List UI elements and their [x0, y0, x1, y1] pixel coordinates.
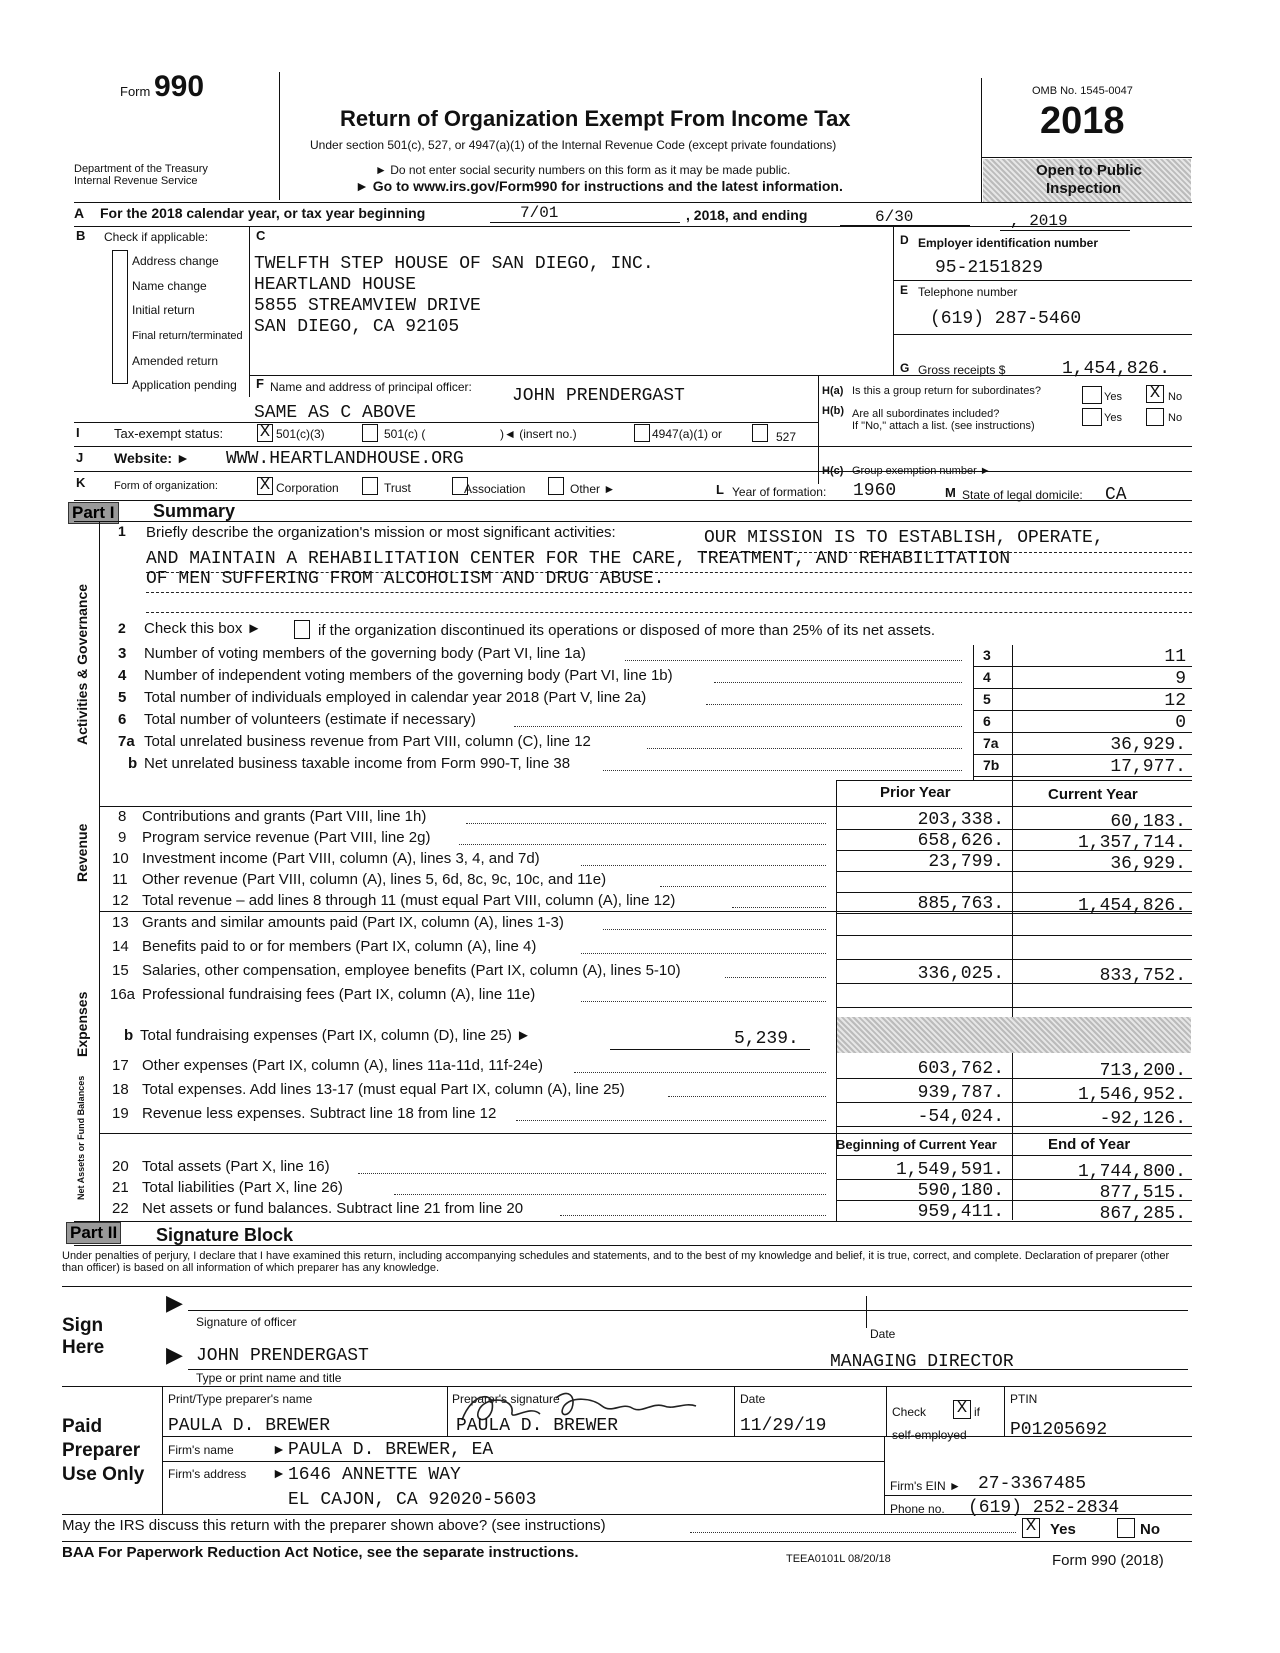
line-leader [732, 907, 826, 908]
preparer-sig-print: PAULA D. BREWER [456, 1416, 619, 1436]
line-a-mid: , 2018, and ending [686, 207, 808, 223]
line1-text: Briefly describe the organization's mission or most significant activities: [146, 524, 616, 541]
line2-text-b: if the organization discontinued its operations or disposed of more than 25% of its net assets. [318, 622, 936, 639]
firm-address-2: EL CAJON, CA 92020-5603 [288, 1490, 537, 1510]
hb-yes[interactable]: Yes [1104, 412, 1122, 424]
prior-year-value: -54,024. [917, 1107, 1004, 1127]
value-rule [836, 850, 1192, 851]
line-text: Total assets (Part X, line 16) [142, 1158, 330, 1175]
line-text: Contributions and grants (Part VIII, line 1h) [142, 808, 427, 825]
line-a-label: A [74, 205, 85, 221]
page-title: Return of Organization Exempt From Income Tax [340, 106, 851, 131]
sign-arrow-2: ▶ [166, 1342, 183, 1367]
discuss-text: May the IRS discuss this return with the preparer shown above? (see instructions) [62, 1517, 606, 1534]
side-revenue: Revenue [74, 823, 90, 882]
paid-label-2: Preparer [62, 1440, 141, 1461]
year-of-formation: 1960 [853, 481, 897, 501]
value-rule [836, 871, 1192, 872]
gov-line-value: 12 [1164, 691, 1186, 711]
line-num: 21 [112, 1179, 129, 1196]
value-rule [836, 1078, 1192, 1079]
mission-line1: OUR MISSION IS TO ESTABLISH, OPERATE, [704, 528, 1104, 548]
gov-line-text: Number of independent voting members of the governing body (Part VI, line 1b) [144, 667, 673, 684]
open-public-1: Open to Public [1036, 162, 1142, 179]
paid-label-3: Use Only [62, 1464, 145, 1485]
prior-year-value: 939,787. [917, 1083, 1004, 1103]
line-leader [581, 865, 826, 866]
paid-label-1: Paid [62, 1416, 103, 1437]
prior-year-value: 336,025. [917, 964, 1004, 984]
prior-year-value: 23,799. [928, 852, 1004, 872]
open-public-2: Inspection [1046, 180, 1122, 197]
line2-text-a: Check this box ► [144, 620, 262, 637]
line-num: 11 [112, 871, 128, 888]
value-rule [836, 1126, 1192, 1127]
gov-line-box: 6 [983, 713, 991, 729]
org-dba: HEARTLAND HOUSE [254, 275, 417, 295]
line-l-label: L [716, 482, 724, 497]
line-num: 16a [110, 986, 136, 1003]
line-leader [581, 953, 826, 954]
prior-year-value: 603,762. [917, 1059, 1004, 1079]
line-leader [459, 844, 826, 845]
opt-501c3: 501(c)(3) [276, 427, 325, 441]
ptin-label: PTIN [1010, 1392, 1038, 1406]
phone-value: (619) 287-5460 [930, 309, 1082, 329]
ha-text: Is this a group return for subordinates? [852, 385, 1041, 397]
line-text: Salaries, other compensation, employee benefits (Part IX, column (A), lines 5-10) [142, 962, 681, 979]
gov-line-box: 4 [983, 669, 991, 685]
preparer-signature-label: Preparer's signature [452, 1392, 560, 1406]
prior-year-value: 885,763. [917, 894, 1004, 914]
line16b-num: b [124, 1027, 134, 1044]
gov-line-leader [714, 682, 962, 683]
hc-text: Group exemption number ► [852, 465, 991, 477]
section-e-label: E [900, 283, 909, 297]
tax-year-end: 6/30 [875, 208, 914, 226]
principal-officer: JOHN PRENDERGAST [512, 386, 685, 406]
value-rule [836, 959, 1192, 960]
section-f-heading: Name and address of principal officer: [270, 380, 472, 394]
col-prior-year: Prior Year [880, 784, 951, 801]
officer-title: MANAGING DIRECTOR [830, 1352, 1014, 1372]
value-rule [836, 1200, 1192, 1201]
hb-label: H(b) [822, 405, 844, 417]
value-rule [836, 913, 1192, 914]
discontinued-checkbox[interactable] [294, 620, 310, 639]
line-leader [560, 1215, 826, 1216]
line-leader [394, 1194, 826, 1195]
side-net-assets: Net Assets or Fund Balances [76, 1075, 86, 1200]
prior-year-value: 590,180. [917, 1181, 1004, 1201]
gov-line-value: 0 [1175, 713, 1186, 733]
value-rule [836, 829, 1192, 830]
line-text: Professional fundraising fees (Part IX, column (A), line 11e) [142, 986, 536, 1003]
form-trust: Trust [384, 481, 411, 495]
line-num: 10 [112, 850, 129, 867]
value-rule [836, 935, 1192, 936]
line-num: 14 [112, 938, 129, 955]
check-label: Check [892, 1405, 927, 1419]
gov-line-box: 7b [983, 757, 1000, 773]
current-year-value: 877,515. [1099, 1183, 1186, 1203]
tax-year-begin: 7/01 [520, 204, 559, 222]
gov-line-text: Total unrelated business revenue from Part VIII, column (C), line 12 [144, 733, 591, 750]
sign-date-label: Date [870, 1327, 896, 1341]
col-begin-year: Beginning of Current Year [836, 1137, 997, 1152]
gov-line-rule [973, 666, 1192, 667]
line-m-label: M [945, 485, 956, 500]
section-d-heading: Employer identification number [918, 236, 1099, 250]
firm-address-1: 1646 ANNETTE WAY [288, 1465, 461, 1485]
col-current-year: Current Year [1048, 786, 1138, 803]
gov-line-rule [973, 754, 1192, 755]
discuss-no[interactable]: No [1140, 1521, 1160, 1538]
corporation-checkbox[interactable]: X [257, 477, 273, 495]
section-g-label: G [900, 361, 910, 375]
line-a-text: For the 2018 calendar year, or tax year beginning [100, 205, 426, 221]
line-num: 15 [112, 962, 129, 979]
opt-501c: 501(c) ( [384, 427, 426, 441]
line-text: Other revenue (Part VIII, column (A), lines 5, 6d, 8c, 9c, 10c, and 11e) [142, 871, 607, 888]
line-leader [516, 1120, 826, 1121]
form-corporation: Corporation [276, 481, 339, 495]
gov-line-leader [647, 748, 962, 749]
opt-527: 527 [776, 430, 797, 444]
mission-line2: AND MAINTAIN A REHABILITATION CENTER FOR THE CARE, TREATMENT, AND REHABILITATION [146, 549, 1011, 569]
line-num: 20 [112, 1158, 129, 1175]
check-initial-return[interactable]: Initial return [132, 303, 195, 317]
side-activities: Activities & Governance [74, 583, 90, 745]
tax-year-end-year: , 2019 [1010, 212, 1068, 230]
line-num: 18 [112, 1081, 129, 1098]
discuss-yes[interactable]: Yes [1050, 1521, 1076, 1538]
gov-line-text: Total number of individuals employed in calendar year 2018 (Part V, line 2a) [144, 689, 647, 706]
prior-year-value: 658,626. [917, 831, 1004, 851]
footer-baa: BAA For Paperwork Reduction Act Notice, see the separate instructions. [62, 1544, 579, 1561]
gov-line-num: 4 [118, 667, 127, 684]
line-leader [466, 823, 826, 824]
current-year-value: 60,183. [1110, 812, 1186, 832]
hb-text: Are all subordinates included? [852, 408, 1000, 420]
gov-line-box: 5 [983, 691, 991, 707]
preparer-date: 11/29/19 [740, 1416, 827, 1436]
line-leader [668, 1096, 826, 1097]
gov-line-leader [625, 660, 962, 661]
section-b-label: B [76, 228, 86, 243]
line-num: 13 [112, 914, 129, 931]
form-word: Form [120, 84, 151, 99]
officer-name-label: Type or print name and title [196, 1371, 342, 1385]
section-d-label: D [900, 233, 909, 247]
current-year-value: 867,285. [1099, 1204, 1186, 1224]
hb-note: If "No," attach a list. (see instructions) [852, 420, 1035, 432]
gov-line-rule [973, 710, 1192, 711]
gov-line-num: 6 [118, 711, 127, 728]
line-text: Grants and similar amounts paid (Part IX, column (A), lines 1-3) [142, 914, 564, 931]
line-num: 9 [118, 829, 127, 846]
line-leader [358, 1173, 826, 1174]
current-year-value: 1,546,952. [1077, 1085, 1186, 1105]
value-rule [836, 1007, 1192, 1008]
line-j-text: Website: ► [114, 450, 190, 466]
firm-phone: (619) 252-2834 [968, 1498, 1120, 1518]
form-subtitle: Under section 501(c), 527, or 4947(a)(1) of the Internal Revenue Code (except private foundations) [310, 138, 837, 152]
omb-number: OMB No. 1545-0047 [1032, 85, 1133, 97]
gov-line-value: 17,977. [1110, 757, 1186, 777]
line-num: 19 [112, 1105, 129, 1122]
notice-ssn: ► Do not enter social security numbers on this form as it may be made public. [375, 163, 791, 177]
firm-address-arrow: ► [272, 1465, 286, 1481]
line16b-text: Total fundraising expenses (Part IX, column (D), line 25) ► [140, 1027, 531, 1044]
form-association: Association [464, 482, 526, 496]
gov-line-value: 11 [1164, 647, 1186, 667]
firm-name: PAULA D. BREWER, EA [288, 1440, 494, 1460]
current-year-value: 833,752. [1099, 966, 1186, 986]
line-text: Total liabilities (Part X, line 26) [142, 1179, 343, 1196]
ha-no-checkbox[interactable]: X [1146, 385, 1164, 403]
gov-line-text: Net unrelated business taxable income from Form 990-T, line 38 [144, 755, 571, 772]
firm-ein: 27-3367485 [978, 1474, 1087, 1494]
current-year-value: 1,357,714. [1077, 833, 1186, 853]
prior-year-value: 1,549,591. [895, 1160, 1004, 1180]
check-final-return[interactable]: Final return/terminated [132, 330, 243, 342]
check-name-change[interactable]: Name change [132, 279, 207, 293]
gov-line-num: 5 [118, 689, 127, 706]
opt-4947: 4947(a)(1) or [652, 427, 723, 441]
current-year-value: 1,454,826. [1077, 896, 1186, 916]
sign-here-2: Here [62, 1337, 105, 1358]
ha-yes[interactable]: Yes [1104, 391, 1122, 403]
line-j-label: J [76, 450, 84, 465]
firm-address-label: Firm's address [168, 1467, 247, 1481]
discuss-no-checkbox[interactable] [1117, 1518, 1135, 1538]
section-f-label: F [256, 376, 264, 391]
section-b-heading: Check if applicable: [104, 230, 209, 244]
value-rule [836, 892, 1192, 893]
firm-name-label: Firm's name [168, 1443, 234, 1457]
line-k-label: K [76, 475, 86, 490]
part1-label: Part I [68, 502, 119, 524]
line1-num: 1 [118, 523, 126, 539]
org-city: SAN DIEGO, CA 92105 [254, 317, 460, 337]
line-i-label: I [76, 425, 80, 440]
part1-title: Summary [153, 501, 236, 521]
footer-form: Form 990 (2018) [1052, 1552, 1164, 1569]
side-expenses: Expenses [74, 991, 90, 1057]
notice-website: ► Go to www.irs.gov/Form990 for instructions and the latest information. [355, 178, 843, 194]
line-text: Revenue less expenses. Subtract line 18 from line 12 [142, 1105, 497, 1122]
preparer-date-label: Date [740, 1392, 766, 1406]
line-leader [574, 1072, 826, 1073]
gov-line-rule [973, 776, 1192, 777]
current-year-value: 36,929. [1110, 854, 1186, 874]
gov-line-box: 3 [983, 647, 991, 663]
check-amended-return[interactable]: Amended return [132, 354, 219, 368]
current-year-value: 713,200. [1099, 1061, 1186, 1081]
current-year-value: 1,744,800. [1077, 1162, 1186, 1182]
line-text: Other expenses (Part IX, column (A), lines 11a-11d, 11f-24e) [142, 1057, 544, 1074]
gov-line-value: 9 [1175, 669, 1186, 689]
part2-title: Signature Block [156, 1225, 294, 1245]
gov-line-leader [514, 726, 962, 727]
org-address: 5855 STREAMVIEW DRIVE [254, 296, 481, 316]
form-number: 990 [154, 70, 205, 103]
line-text: Total expenses. Add lines 13-17 (must equal Part IX, column (A), line 25) [142, 1081, 625, 1098]
ein-value: 95-2151829 [935, 258, 1044, 278]
gov-line-leader [603, 770, 962, 771]
ha-label: H(a) [822, 385, 844, 397]
gov-line-num: b [128, 755, 138, 772]
501c3-checkbox[interactable]: X [257, 424, 273, 442]
self-employed-label: self-employed [892, 1428, 967, 1442]
line-num: 22 [112, 1200, 129, 1217]
dept-line2: Internal Revenue Service [74, 175, 198, 187]
line2-num: 2 [118, 620, 126, 636]
officer-signature-label: Signature of officer [196, 1315, 297, 1329]
gov-line-num: 7a [118, 733, 135, 750]
gov-line-rule [973, 688, 1192, 689]
line-text: Investment income (Part VIII, column (A), lines 3, 4, and 7d) [142, 850, 540, 867]
state-domicile: CA [1105, 485, 1127, 505]
gov-line-num: 3 [118, 645, 127, 662]
sign-here-1: Sign [62, 1315, 104, 1336]
line-m-text: State of legal domicile: [962, 488, 1083, 502]
line-leader [660, 886, 826, 887]
ha-no[interactable]: No [1168, 391, 1183, 403]
line-leader [725, 977, 826, 978]
preparer-name: PAULA D. BREWER [168, 1416, 331, 1436]
gov-line-text: Total number of volunteers (estimate if necessary) [144, 711, 476, 728]
perjury-statement: Under penalties of perjury, I declare that I have examined this return, including accompanying schedules and statements, and to the best of my knowledge and belief, it is true, correct, and complete. Declaration of preparer (other than officer) is based on all information of which preparer has any knowledge. [62, 1250, 1170, 1274]
line-text: Benefits paid to or for members (Part IX, column (A), line 4) [142, 938, 537, 955]
gov-line-box: 7a [983, 735, 999, 751]
section-c-label: C [256, 228, 266, 243]
website-value[interactable]: WWW.HEARTLANDHOUSE.ORG [226, 449, 464, 469]
line-text: Net assets or fund balances. Subtract line 21 from line 20 [142, 1200, 524, 1217]
mission-line3: OF MEN SUFFERING FROM ALCOHOLISM AND DRUG ABUSE. [146, 569, 665, 589]
firm-phone-label: Phone no. [890, 1502, 945, 1516]
line-leader [603, 929, 826, 930]
firm-name-arrow: ► [272, 1441, 286, 1457]
gov-line-text: Number of voting members of the governing body (Part VI, line 1a) [144, 645, 586, 662]
line-num: 17 [112, 1057, 129, 1074]
ptin-value: P01205692 [1010, 1420, 1108, 1440]
org-name: TWELFTH STEP HOUSE OF SAN DIEGO, INC. [254, 254, 654, 274]
gov-line-value: 36,929. [1110, 735, 1186, 755]
firm-ein-label: Firm's EIN ► [890, 1479, 961, 1493]
dept-line1: Department of the Treasury [74, 163, 208, 175]
line-text: Total revenue – add lines 8 through 11 (must equal Part VIII, column (A), line 12) [142, 892, 676, 909]
line-i-text: Tax-exempt status: [114, 426, 224, 441]
form-other: Other ► [570, 482, 616, 496]
section-e-heading: Telephone number [918, 285, 1018, 299]
line-leader [581, 1001, 826, 1002]
check-if: if [974, 1405, 980, 1419]
line16b-value: 5,239. [734, 1029, 799, 1049]
gov-line-rule [973, 732, 1192, 733]
line-k-text: Form of organization: [114, 480, 218, 492]
gross-receipts: 1,454,826. [1062, 359, 1171, 379]
check-address-change[interactable]: Address change [132, 254, 219, 268]
check-application-pending[interactable]: Application pending [132, 378, 237, 392]
line-num: 12 [112, 892, 129, 909]
value-rule [836, 1179, 1192, 1180]
opt-insert-no: )◄ (insert no.) [500, 427, 577, 441]
preparer-name-label: Print/Type preparer's name [168, 1392, 313, 1406]
line-num: 8 [118, 808, 127, 825]
footer-code: TEEA0101L 08/20/18 [786, 1553, 891, 1565]
value-rule [836, 1102, 1192, 1103]
part2-label: Part II [66, 1222, 121, 1244]
prior-year-value: 203,338. [917, 810, 1004, 830]
officer-name: JOHN PRENDERGAST [196, 1346, 369, 1366]
col-end-year: End of Year [1048, 1136, 1131, 1153]
discuss-yes-checkbox[interactable]: X [1022, 1518, 1040, 1538]
sign-arrow-1: ▶ [166, 1290, 183, 1315]
value-rule [836, 983, 1192, 984]
hc-label: H(c) [822, 465, 844, 477]
hb-no[interactable]: No [1168, 412, 1183, 424]
line-l-text: Year of formation: [732, 485, 827, 499]
prior-year-value: 959,411. [917, 1202, 1004, 1222]
officer-address: SAME AS C ABOVE [254, 403, 417, 423]
self-employed-checkbox[interactable]: X [953, 1400, 971, 1419]
current-year-value: -92,126. [1099, 1109, 1186, 1129]
gov-line-leader [706, 704, 962, 705]
tax-year: 2018 [1040, 100, 1125, 142]
line-text: Program service revenue (Part VIII, line 2g) [142, 829, 431, 846]
section-g-heading: Gross receipts $ [918, 363, 1006, 377]
